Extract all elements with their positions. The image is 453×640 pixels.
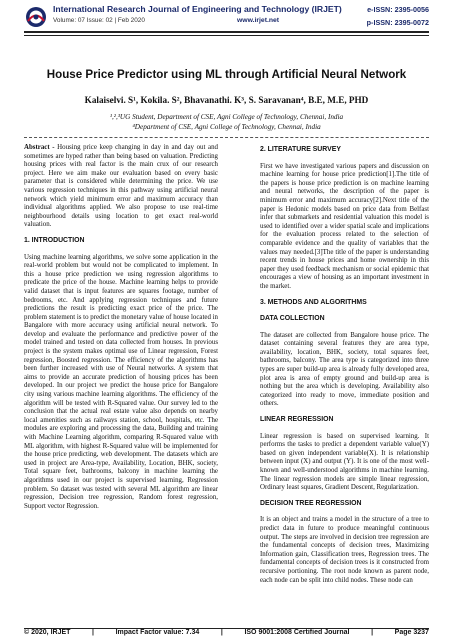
left-column (24, 144, 218, 518)
paper-title: House Price Predictor using ML through Artificial Neural Network (46, 68, 407, 81)
subheading-decision-tree: DECISION TREE REGRESSION (260, 499, 362, 507)
footer-copyright: © 2020, IRJET (24, 629, 71, 636)
abstract-label: Abstract - (24, 144, 55, 151)
footer-impact-factor: Impact Factor value: 7.34 (115, 629, 200, 636)
subheading-linear-regression: LINEAR REGRESSION (260, 416, 334, 424)
volume-issue: Volume: 07 Issue: 02 | Feb 2020 (53, 17, 145, 24)
footer-separator: | (220, 629, 223, 636)
linear-regression-text: Linear regression is based on supervised learning. It performs the tasks to predict a dependent variable value(Y) based on given independent variable(X). It is relationship between input (X) and output (Y). It is one of the most well-known and well-understood algorithms in machine learning. The linear regression models are simple linear regression, Ordinary least squares, Gradient Descent, Regularization. (260, 432, 429, 492)
journal-website[interactable]: www.irjet.net (237, 17, 280, 24)
decision-tree-text: It is an object and trains a model in the structure of a tree to predict data in future to produce meaningful continuous output. The steps are involved in decision tree regression are the fundamental concepts of decision trees, Maximizing Information gain, Classification trees, Regression trees. The fundamental concepts of decision trees is it constructed from recursive portioning. The root node known as parent node, each node can be split into child nodes. These node can (260, 516, 429, 584)
section-heading-literature: 2. LITERATURE SURVEY (260, 146, 341, 153)
subheading-data-collection: DATA COLLECTION (260, 315, 325, 323)
section-heading-introduction: 1. INTRODUCTION (24, 236, 85, 244)
irjet-logo-icon (24, 6, 48, 28)
title-rule (24, 137, 429, 138)
footer-iso: ISO 9001:2008 Certified Journal (244, 629, 350, 636)
footer-page-number: Page 3237 (394, 629, 429, 636)
header-divider (24, 31, 429, 33)
data-collection-text: The dataset are collected from Bangalore house price. The dataset containing several features they are area type, availability, location, BHK, society, total squares feet, bathrooms, balcony. The area type is categorized into three types are super build-up area is already fully developed area, plot area is area of empty ground and build-up area is nothing but the area which is developing. Availability also categorized into ready to move, immediate position and others. (260, 331, 429, 408)
p-issn: p-ISSN: 2395-0072 (366, 18, 429, 27)
footer-separator: | (92, 629, 94, 636)
right-column (260, 144, 429, 592)
page-footer (24, 629, 429, 640)
affiliation-faculty: ⁴Department of CSE, Agni College of Technology, Chennai, India (132, 123, 321, 131)
introduction-text: Using machine learning algorithms, we solve some application in the real-world problem but would not be complicated to implement. In this a house price prediction we using regression algorithms to predicate the price of the house. Machine learning helps to provide valid dataset that is input features are squares footage, number of bedrooms, etc. And applying regression techniques and future predictions the result is predicting exact price of the price. The problem statement is to predict the monetary value of house located in Bangalore with more accuracy using artificial neural network. To develop and evaluate the performance and predictive power of the model trained and tested on data collected from houses. In previous project is the system makes optimal use of Linear regression, Forest regression, Boosted regression. The efficiency of the algorithms has been further increased with use of Neural networks. A system that aims to provide an accurate prediction of housing prices has been developed. In our project we predict the house price for Bangalore city using various machine learning algorithms. The efficiency of the algorithm will be tested with R-Squared value. Our survey led to the conclusion that the actual real estate value also depends on nearby local amenities such as railways station, school, hospitals, etc. The modules are exploring and processing the data, Building and training with Machine Learning algorithm, comparing R-Squared value with ML algorithm, with highest R-Squared value will be implemented for the house price predicting, web development. The datasets which are used in project are Area-type, Availability, Location, BHK, society, Total square feet, bathrooms, balcony in machine learning the algorithms used in our project is supervised learning, Regression problem. So dataset was tested with several ML algorithm are linear regression, Decision tree regression, Random forest regression, Support vector Regression. (24, 253, 218, 510)
abstract-text: Housing price keep changing in day in and day out and sometimes are hyped rather than being based on valuation. Predicting housing prices with real factor is the main crux of our research project. Here we aim make our evaluation based on every basic parameter that is considered while determining the price. We use various regression techniques in this pathway using artificial neural network which yield minimum error and maximum accuracy than individual algorithms applied. We also propose to use real-time neighbourhood details using location to get exact real-world valuation. (24, 144, 218, 229)
paper-authors: Kalaiselvi. S¹, Kokila. S², Bhavanathi. K³, S. Saravanan⁴, B.E, M.E, PHD (84, 95, 369, 105)
literature-text: First we have investigated various papers and discussion on machine learning for house price prediction[1].The title of the papers is house price prediction is on machine learning and neural networks, the description of the paper is minimum error and maximum accuracy[2].Next title of the paper is Hedonic models based on price data from Belfast infer that submarkets and residential valuation this model is used to identified over a wider spatial scale and implications for the evaluation process related to the selection of comparable evidence and the quality of variables that the values may needed.[3]The title of the paper is understanding recent trends in house prices and home ownership in this paper they used feedback mechanism or social epidemic that encourages a view of housing as an important investment in the market. (260, 162, 429, 290)
affiliation-students: ¹,²,³UG Student, Department of CSE, Agni College of Technology, Chennai, India (109, 113, 344, 121)
abstract-paragraph (24, 144, 218, 230)
header-divider-thin (24, 35, 429, 36)
footer-separator: | (371, 629, 374, 636)
e-issn: e-ISSN: 2395-0056 (367, 5, 429, 14)
section-heading-methods: 3. METHODS AND ALGORITHMS (260, 298, 367, 306)
journal-name: International Research Journal of Engineering and Technology (IRJET) (53, 4, 342, 14)
